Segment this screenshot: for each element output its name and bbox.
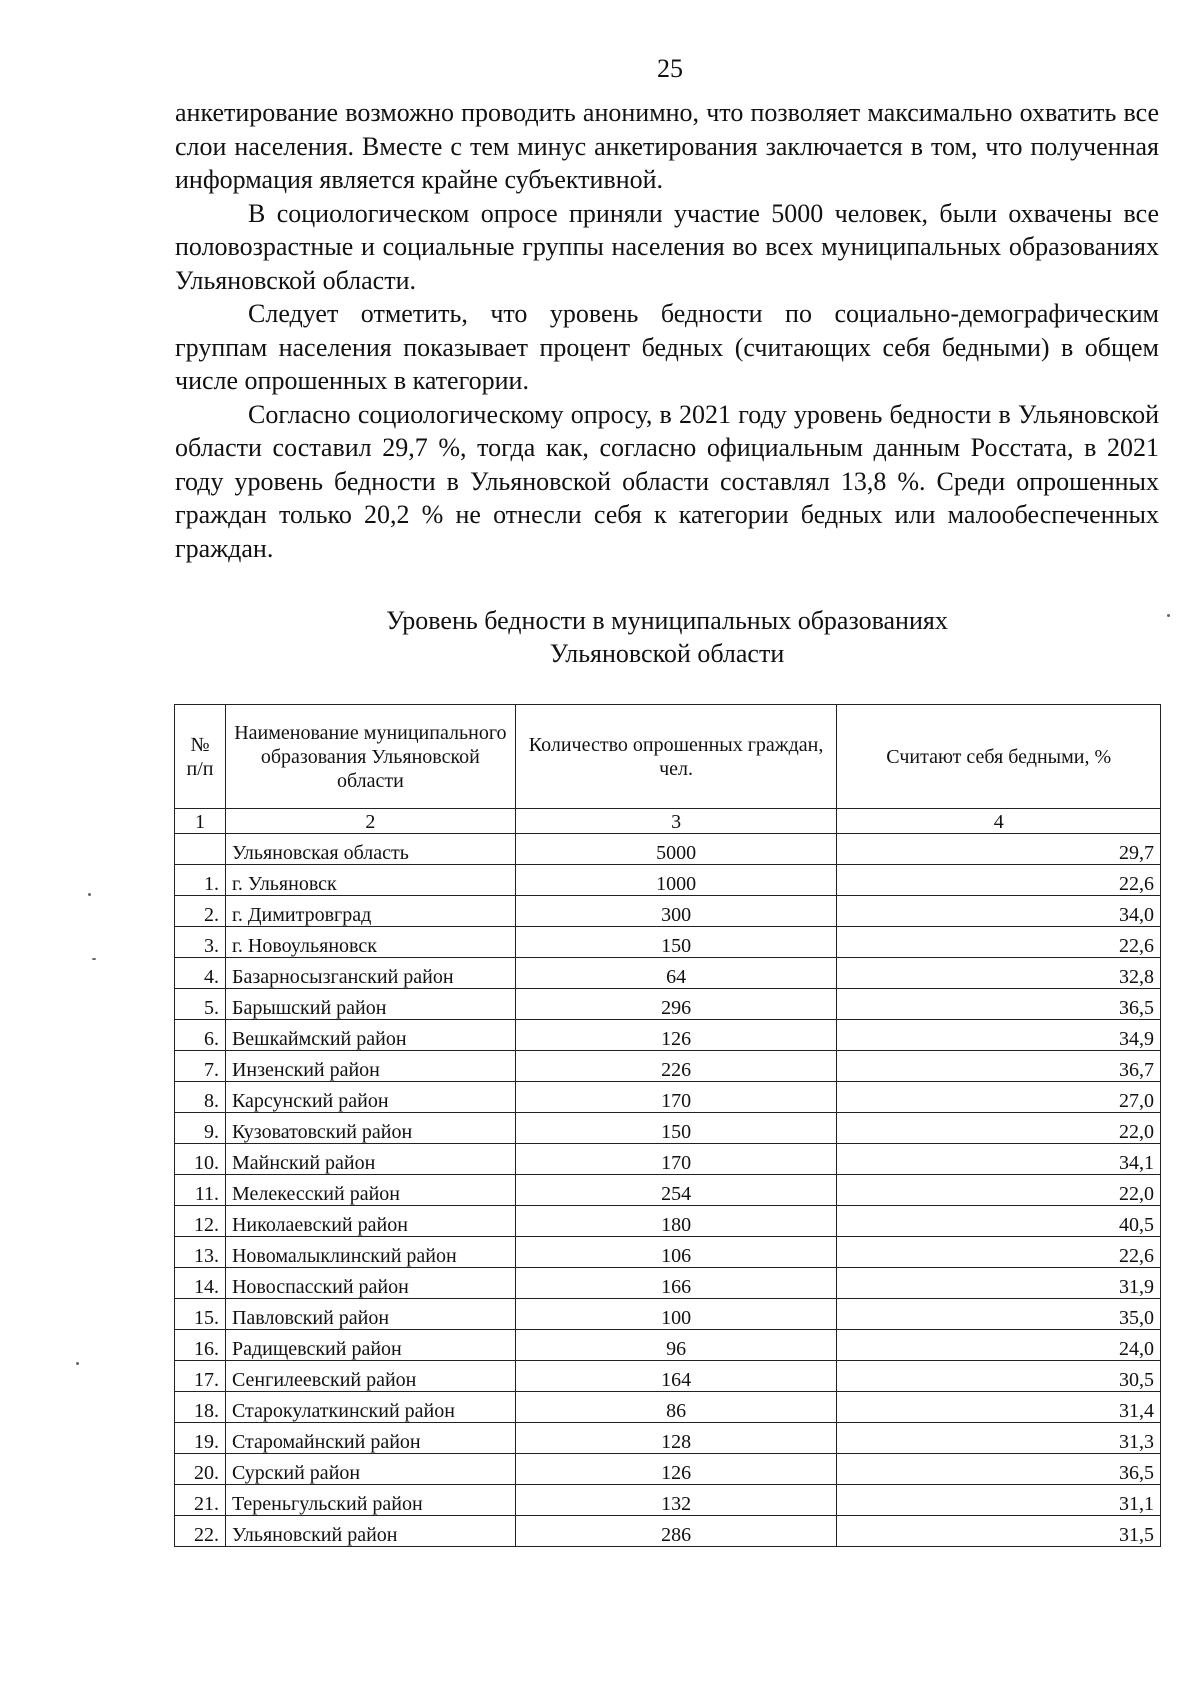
municipality-name: Новомалыклинский район bbox=[225, 1237, 515, 1268]
poor-percent: 35,0 bbox=[837, 1299, 1161, 1330]
row-number: 20. bbox=[175, 1454, 226, 1485]
column-number-row bbox=[175, 809, 1161, 834]
row-number: 7. bbox=[175, 1051, 226, 1082]
respondents-count: 150 bbox=[515, 1113, 837, 1144]
row-number: 15. bbox=[175, 1299, 226, 1330]
respondents-count: 132 bbox=[515, 1485, 837, 1516]
table-row bbox=[175, 958, 1161, 989]
table-row bbox=[175, 1237, 1161, 1268]
poor-percent: 31,1 bbox=[837, 1485, 1161, 1516]
poor-percent: 27,0 bbox=[837, 1082, 1161, 1113]
poor-percent: 31,3 bbox=[837, 1423, 1161, 1454]
poor-percent: 22,6 bbox=[837, 927, 1161, 958]
table-row bbox=[175, 927, 1161, 958]
respondents-count: 96 bbox=[515, 1330, 837, 1361]
poor-percent: 36,5 bbox=[837, 989, 1161, 1020]
poor-percent: 29,7 bbox=[837, 834, 1161, 865]
poverty-table bbox=[174, 704, 1161, 1547]
respondents-count: 226 bbox=[515, 1051, 837, 1082]
poor-percent: 24,0 bbox=[837, 1330, 1161, 1361]
row-number: 19. bbox=[175, 1423, 226, 1454]
paragraph: Согласно социологическому опросу, в 2021 году уровень бедности в Ульяновской области составил 29,7 %, тогда как, согласно официальным данным Росстата, в 2021 году уровень бедности в Ульяновской области составлял 13,8 %. Среди опрошенных граждан только 20,2 % не отнесли себя к категории бедных или малообеспеченных граждан. bbox=[175, 399, 1159, 563]
table-row bbox=[175, 1485, 1161, 1516]
row-number: 10. bbox=[175, 1144, 226, 1175]
row-number: 1. bbox=[175, 865, 226, 896]
paragraph: Следует отметить, что уровень бедности по социально-демографическим группам населения показывает процент бедных (считающих себя бедными) в общем числе опрошенных в категории. bbox=[175, 299, 1159, 395]
municipality-name: Сурский район bbox=[225, 1454, 515, 1485]
municipality-name: Майнский район bbox=[225, 1144, 515, 1175]
scan-speck bbox=[92, 958, 96, 960]
row-number: 8. bbox=[175, 1082, 226, 1113]
header-number: № п/п bbox=[175, 705, 226, 809]
poor-percent: 22,0 bbox=[837, 1113, 1161, 1144]
respondents-count: 64 bbox=[515, 958, 837, 989]
municipality-name: Ульяновский район bbox=[225, 1516, 515, 1547]
table-row bbox=[175, 1361, 1161, 1392]
table-row bbox=[175, 1082, 1161, 1113]
row-number: 18. bbox=[175, 1392, 226, 1423]
respondents-count: 300 bbox=[515, 896, 837, 927]
respondents-count: 170 bbox=[515, 1144, 837, 1175]
respondents-count: 286 bbox=[515, 1516, 837, 1547]
table-row bbox=[175, 1020, 1161, 1051]
table-row bbox=[175, 1175, 1161, 1206]
respondents-count: 128 bbox=[515, 1423, 837, 1454]
header-percent: Считают себя бедными, % bbox=[837, 705, 1161, 809]
municipality-name: Базарносызганский район bbox=[225, 958, 515, 989]
row-number: 6. bbox=[175, 1020, 226, 1051]
municipality-name: Сенгилеевский район bbox=[225, 1361, 515, 1392]
poor-percent: 31,4 bbox=[837, 1392, 1161, 1423]
paragraph: В социологическом опросе приняли участие 5000 человек, были охвачены все половозрастные и социальные группы населения во всех муниципальных образованиях Ульяновской области. bbox=[175, 198, 1159, 295]
table-row bbox=[175, 1051, 1161, 1082]
table-row bbox=[175, 865, 1161, 896]
row-number: 9. bbox=[175, 1113, 226, 1144]
page-number: 25 bbox=[657, 54, 683, 83]
row-number: 16. bbox=[175, 1330, 226, 1361]
poor-percent: 40,5 bbox=[837, 1206, 1161, 1237]
table-title-line: Ульяновской области bbox=[549, 639, 785, 668]
respondents-count: 126 bbox=[515, 1454, 837, 1485]
municipality-name: Вешкаймский район bbox=[225, 1020, 515, 1051]
poor-percent: 22,6 bbox=[837, 1237, 1161, 1268]
scan-speck bbox=[1167, 614, 1170, 617]
column-number: 4 bbox=[837, 809, 1161, 834]
poor-percent: 36,5 bbox=[837, 1454, 1161, 1485]
municipality-name: Карсунский район bbox=[225, 1082, 515, 1113]
table-body bbox=[175, 834, 1161, 1547]
respondents-count: 5000 bbox=[515, 834, 837, 865]
row-number: 22. bbox=[175, 1516, 226, 1547]
poor-percent: 31,9 bbox=[837, 1268, 1161, 1299]
table-row bbox=[175, 1423, 1161, 1454]
column-number: 3 bbox=[515, 809, 837, 834]
poor-percent: 36,7 bbox=[837, 1051, 1161, 1082]
row-number: 14. bbox=[175, 1268, 226, 1299]
respondents-count: 1000 bbox=[515, 865, 837, 896]
table-row bbox=[175, 1206, 1161, 1237]
municipality-name: Павловский район bbox=[225, 1299, 515, 1330]
scan-speck bbox=[88, 893, 91, 896]
row-number: 12. bbox=[175, 1206, 226, 1237]
municipality-name: г. Новоульяновск bbox=[225, 927, 515, 958]
municipality-name: Новоспасский район bbox=[225, 1268, 515, 1299]
poor-percent: 30,5 bbox=[837, 1361, 1161, 1392]
table-row bbox=[175, 834, 1161, 865]
table-row bbox=[175, 1144, 1161, 1175]
respondents-count: 254 bbox=[515, 1175, 837, 1206]
respondents-count: 180 bbox=[515, 1206, 837, 1237]
poor-percent: 32,8 bbox=[837, 958, 1161, 989]
municipality-name: Тереньгульский район bbox=[225, 1485, 515, 1516]
respondents-count: 296 bbox=[515, 989, 837, 1020]
municipality-name: Ульяновская область bbox=[225, 834, 515, 865]
respondents-count: 164 bbox=[515, 1361, 837, 1392]
table-row bbox=[175, 1516, 1161, 1547]
respondents-count: 166 bbox=[515, 1268, 837, 1299]
body-text bbox=[175, 96, 1159, 565]
respondents-count: 170 bbox=[515, 1082, 837, 1113]
poor-percent: 31,5 bbox=[837, 1516, 1161, 1547]
table-row bbox=[175, 1330, 1161, 1361]
municipality-name: Радищевский район bbox=[225, 1330, 515, 1361]
row-number: 13. bbox=[175, 1237, 226, 1268]
row-number: 4. bbox=[175, 958, 226, 989]
municipality-name: Старокулаткинский район bbox=[225, 1392, 515, 1423]
column-number: 2 bbox=[225, 809, 515, 834]
row-number: 21. bbox=[175, 1485, 226, 1516]
row-number: 11. bbox=[175, 1175, 226, 1206]
poor-percent: 34,1 bbox=[837, 1144, 1161, 1175]
municipality-name: Мелекесский район bbox=[225, 1175, 515, 1206]
row-number: 3. bbox=[175, 927, 226, 958]
poor-percent: 22,6 bbox=[837, 865, 1161, 896]
municipality-name: Барышский район bbox=[225, 989, 515, 1020]
respondents-count: 150 bbox=[515, 927, 837, 958]
municipality-name: Николаевский район bbox=[225, 1206, 515, 1237]
row-number bbox=[175, 834, 226, 865]
column-number: 1 bbox=[175, 809, 226, 834]
table-row bbox=[175, 1113, 1161, 1144]
respondents-count: 126 bbox=[515, 1020, 837, 1051]
table-title bbox=[175, 604, 1159, 670]
row-number: 2. bbox=[175, 896, 226, 927]
table-header-row bbox=[175, 705, 1161, 809]
row-number: 17. bbox=[175, 1361, 226, 1392]
poor-percent: 34,9 bbox=[837, 1020, 1161, 1051]
poor-percent: 34,0 bbox=[837, 896, 1161, 927]
paragraph: анкетирование возможно проводить анонимно, что позволяет максимально охватить все слои населения. Вместе с тем минус анкетирования заключается в том, что полученная информация является крайне субъективной. bbox=[175, 98, 1159, 194]
respondents-count: 86 bbox=[515, 1392, 837, 1423]
table-title-line: Уровень бедности в муниципальных образованиях bbox=[386, 606, 948, 635]
respondents-count: 100 bbox=[515, 1299, 837, 1330]
table-row bbox=[175, 896, 1161, 927]
table-row bbox=[175, 1299, 1161, 1330]
table-row bbox=[175, 1392, 1161, 1423]
scan-speck bbox=[76, 1362, 79, 1365]
municipality-name: Кузоватовский район bbox=[225, 1113, 515, 1144]
table-row bbox=[175, 1454, 1161, 1485]
header-count: Количество опрошенных граждан, чел. bbox=[515, 705, 837, 809]
poor-percent: 22,0 bbox=[837, 1175, 1161, 1206]
table-row bbox=[175, 989, 1161, 1020]
table-row bbox=[175, 1268, 1161, 1299]
respondents-count: 106 bbox=[515, 1237, 837, 1268]
municipality-name: г. Димитровград bbox=[225, 896, 515, 927]
header-name: Наименование муниципального образования Ульяновской области bbox=[225, 705, 515, 809]
municipality-name: Старомайнский район bbox=[225, 1423, 515, 1454]
municipality-name: г. Ульяновск bbox=[225, 865, 515, 896]
row-number: 5. bbox=[175, 989, 226, 1020]
municipality-name: Инзенский район bbox=[225, 1051, 515, 1082]
